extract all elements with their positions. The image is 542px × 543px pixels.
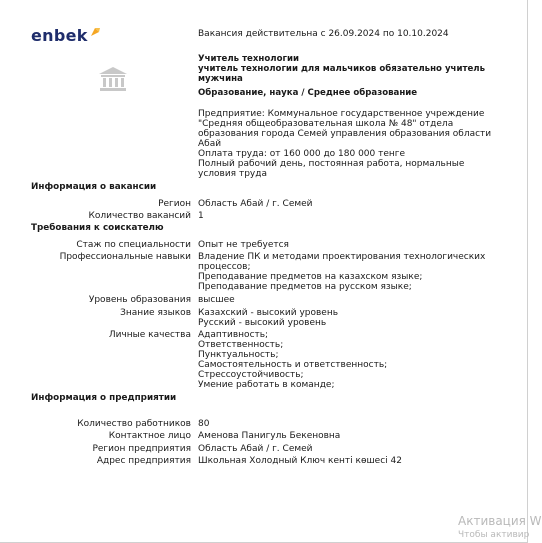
- enterprise-region-value: Область Абай / г. Семей: [198, 444, 313, 454]
- vacancy-subtitle: учитель технологии для мальчиков обязательно учитель мужчина: [198, 64, 486, 84]
- education-value: высшее: [198, 295, 235, 305]
- qualities-value: [198, 330, 498, 390]
- vacancy-details: [198, 109, 498, 179]
- contact-value: Аменова Панигуль Бекеновна: [198, 431, 341, 441]
- section-requirements: Требования к соискателю: [31, 223, 164, 233]
- section-vacancy-info: Информация о вакансии: [31, 182, 157, 192]
- quality-item: Ответственность;: [198, 340, 284, 350]
- vacancy-count-label: Количество вакансий: [88, 211, 191, 221]
- quality-item: Адаптивность;: [198, 330, 269, 340]
- skill-item: Преподавание предметов на русском языке;: [198, 282, 412, 292]
- language-item: Казахский - высокий уровень: [198, 308, 339, 318]
- activation-watermark-sub: Чтобы активир: [458, 530, 530, 540]
- workers-label: Количество работников: [77, 419, 191, 429]
- contact-label: Контактное лицо: [108, 431, 191, 441]
- quality-item: Самостоятельность и ответственность;: [198, 360, 388, 370]
- experience-label: Стаж по специальности: [76, 240, 191, 250]
- languages-value: [198, 308, 498, 328]
- qualities-label: Личные качества: [108, 330, 191, 340]
- schedule-text: Полный рабочий день, постоянная работа, нормальные условия труда: [198, 159, 465, 179]
- address-value: Школьная Холодный Ключ кенті көшесі 42: [198, 456, 402, 466]
- skills-value: [198, 252, 498, 292]
- enbek-logo: [31, 27, 101, 45]
- logo-text: enbek: [31, 26, 88, 45]
- vacancy-count-value: 1: [198, 211, 204, 221]
- language-item: Русский - высокий уровень: [198, 318, 327, 328]
- salary-text: Оплата труда: от 160 000 до 180 000 тенге: [198, 149, 406, 159]
- quality-item: Умение работать в команде;: [198, 380, 335, 390]
- languages-label: Знание языков: [120, 308, 191, 318]
- education-label: Уровень образования: [88, 295, 191, 305]
- skill-item: Преподавание предметов на казахском языке;: [198, 272, 423, 282]
- enterprise-region-label: Регион предприятия: [92, 444, 191, 454]
- vacancy-category: Образование, наука / Среднее образование: [198, 88, 418, 98]
- activation-watermark: Активация W: [458, 514, 542, 528]
- vacancy-title: Учитель технологии: [198, 54, 300, 64]
- experience-value: Опыт не требуется: [198, 240, 289, 250]
- address-label: Адрес предприятия: [96, 456, 191, 466]
- skills-label: Профессиональные навыки: [59, 252, 191, 262]
- quality-item: Пунктуальность;: [198, 350, 279, 360]
- quality-item: Стрессоустойчивость;: [198, 370, 304, 380]
- logo-mark-icon: [89, 26, 101, 38]
- section-enterprise: Информация о предприятии: [31, 393, 177, 403]
- building-icon: [98, 66, 128, 92]
- region-label: Регион: [158, 199, 191, 209]
- vacancy-title-block: [198, 54, 498, 84]
- skill-item: Владение ПК и методами проектирования технологических процессов;: [198, 252, 486, 272]
- employer-text: Предприятие: Коммунальное государственное учреждение "Средняя общеобразовательная школа № 48" отдела образования города Семей управления образования области Абай: [198, 109, 492, 149]
- validity-period: Вакансия действительна с 26.09.2024 по 10.10.2024: [198, 29, 449, 39]
- workers-value: 80: [198, 419, 210, 429]
- region-value: Область Абай / г. Семей: [198, 199, 313, 209]
